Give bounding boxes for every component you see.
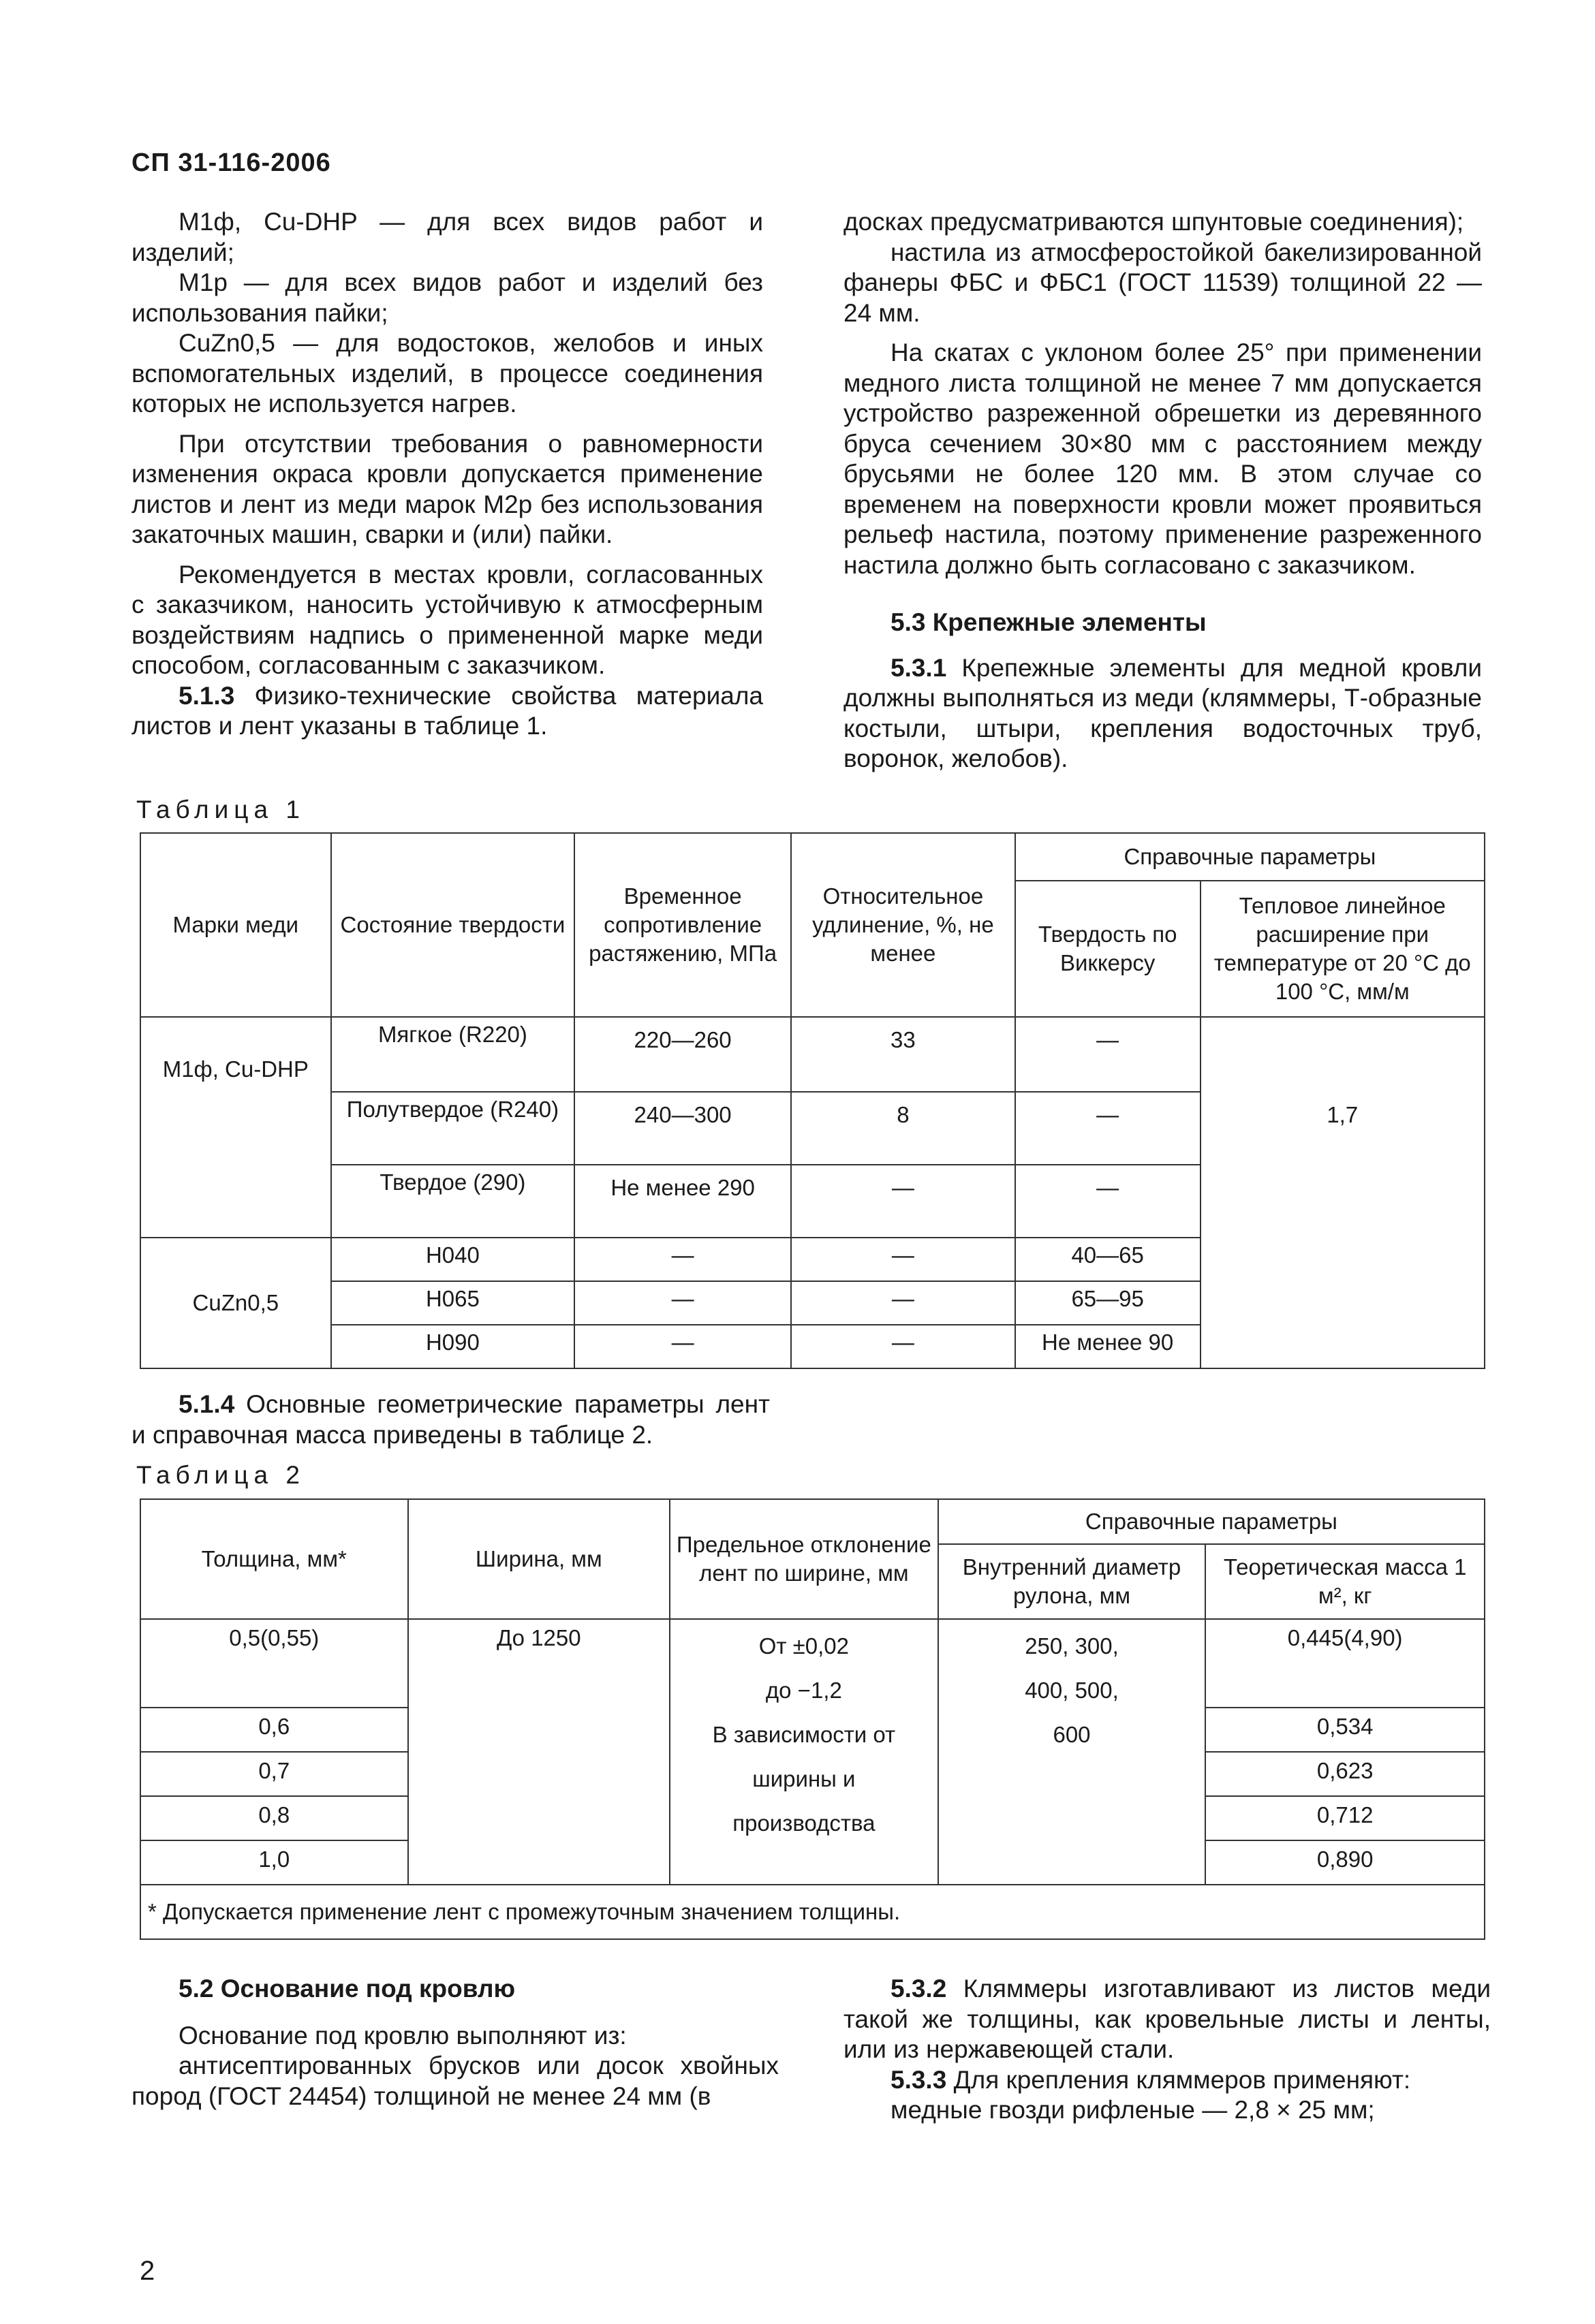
section-heading-5-2: 5.2 Основание под кровлю (179, 1975, 516, 2003)
cell: — (574, 1281, 791, 1325)
cell: 220—260 (574, 1017, 791, 1092)
header-vickers: Твердость по Виккерсу (1015, 881, 1201, 1017)
cell: 65—95 (1015, 1281, 1201, 1325)
paragraph: М1ф, Cu-DHP — для всех видов работ и изделий; (131, 208, 763, 266)
paragraph-5-3-3: 5.3.3 Для крепления кляммеров применяют: (891, 2065, 1411, 2094)
cell: — (1015, 1017, 1201, 1092)
clause-number: 5.3.2 (891, 1975, 947, 2003)
table-row (140, 1017, 1485, 1092)
paragraph: Рекомендуется в местах кровли, согласованных с заказчиком, наносить устойчивую к атмосферным воздействиям надпись о примененной марке меди способом, согласованным с заказчиком. (131, 560, 763, 679)
cell: 40—65 (1015, 1238, 1201, 1281)
cell: — (791, 1325, 1015, 1368)
cell: 0,534 (1205, 1708, 1485, 1752)
cell: Не менее 90 (1015, 1325, 1201, 1368)
cell: — (791, 1281, 1015, 1325)
cell: Полутвердое (R240) (331, 1092, 575, 1165)
cell: 0,445(4,90) (1205, 1619, 1485, 1708)
header-ref-params: Справочные параметры (938, 1499, 1485, 1544)
deviation-cell (670, 1619, 938, 1885)
deviation-line: От ±0,02 (758, 1633, 850, 1659)
cell: — (791, 1165, 1015, 1238)
clause-number: 5.3.1 (891, 653, 947, 682)
cell: 0,623 (1205, 1752, 1485, 1796)
left-column-top (131, 207, 763, 742)
table-row (140, 1619, 1485, 1708)
deviation-line: производства (732, 1810, 876, 1836)
deviation-line: В зависимости от (712, 1722, 896, 1747)
cell: — (574, 1238, 791, 1281)
cell: — (791, 1238, 1015, 1281)
header-deviation: Предельное отклонение лент по ширине, мм (670, 1499, 938, 1619)
header-thickness: Толщина, мм* (140, 1499, 408, 1619)
header-mass: Теоретическая масса 1 м², кг (1205, 1544, 1485, 1619)
diameter-line: 600 (1053, 1722, 1091, 1747)
section-heading-5-3: 5.3 Крепежные элементы (891, 608, 1207, 636)
cell: 0,890 (1205, 1840, 1485, 1885)
paragraph-5-1-4: 5.1.4 Основные геометрические параметры лент и справочная масса приведены в таблице 2. (131, 1390, 770, 1449)
cell: — (1015, 1092, 1201, 1165)
paragraph-5-3-1: 5.3.1 Крепежные элементы для медной кровли должны выполняться из меди (кляммеры, Т-образные костыли, штыри, крепления водосточных труб, воронок, желобов). (843, 653, 1482, 772)
deviation-line: до −1,2 (765, 1678, 842, 1703)
cell: 33 (791, 1017, 1015, 1092)
table-1 (140, 832, 1485, 1369)
cell: Твердое (290) (331, 1165, 575, 1238)
paragraph-5-3-2: 5.3.2 Кляммеры изготавливают из листов меди такой же толщины, как кровельные листы и ленты, или из нержавеющей стали. (843, 1975, 1491, 2063)
header-elongation: Относительное удлинение, %, не менее (791, 833, 1015, 1017)
header-inner-diameter: Внутренний диаметр рулона, мм (938, 1544, 1206, 1619)
diameter-line: 400, 500, (1025, 1678, 1119, 1703)
cell: Н040 (331, 1238, 575, 1281)
paragraph: На скатах с уклоном более 25° при применении медного листа толщиной не менее 7 мм допускается устройство разреженной обрешетки из деревянного бруса сечением 30×80 мм с расстоянием между брусьями не более 120 мм. В этом случае со временем на поверхности кровли может проявиться рельеф настила, поэтому применение разреженного настила должно быть согласовано с заказчиком. (843, 339, 1482, 579)
cell: Мягкое (R220) (331, 1017, 575, 1092)
header-tensile: Временное сопротивление растяжению, МПа (574, 833, 791, 1017)
header-thermal: Тепловое линейное расширение при температуре от 20 °С до 100 °С, мм/м (1201, 881, 1485, 1017)
cell: 0,6 (140, 1708, 408, 1752)
paragraph: При отсутствии требования о равномерности изменения окраса кровли допускается применение листов и лент из меди марок М2р без использования закаточных машин, сварки и (или) пайки. (131, 429, 763, 548)
left-column-middle (131, 1389, 770, 1450)
table-1-caption: Таблица 1 (136, 796, 305, 823)
inner-diameter-cell (938, 1619, 1206, 1885)
cell: — (1015, 1165, 1201, 1238)
table-2 (140, 1498, 1485, 1940)
paragraph: медные гвозди рифленые — 2,8 × 25 мм; (891, 2096, 1375, 2124)
paragraph: Основание под кровлю выполняют из: (179, 2021, 627, 2050)
thermal-value-cell: 1,7 (1201, 1017, 1485, 1368)
header-ref-params: Справочные параметры (1015, 833, 1485, 881)
clause-number: 5.1.4 (179, 1390, 235, 1418)
left-column-bottom (131, 1974, 779, 2111)
clause-number: 5.1.3 (179, 681, 235, 710)
document-header: СП 31-116-2006 (131, 148, 331, 177)
cell: 0,5(0,55) (140, 1619, 408, 1708)
grade-cell: М1ф, Cu-DHP (140, 1017, 331, 1238)
cell: 0,7 (140, 1752, 408, 1796)
diameter-line: 250, 300, (1025, 1633, 1119, 1659)
cell: 0,712 (1205, 1796, 1485, 1840)
header-width: Ширина, мм (408, 1499, 670, 1619)
cell: Не менее 290 (574, 1165, 791, 1238)
cell: 240—300 (574, 1092, 791, 1165)
right-column-bottom (843, 1974, 1491, 2126)
page-number: 2 (140, 2256, 155, 2286)
cell: 8 (791, 1092, 1015, 1165)
paragraph: настила из атмосферостойкой бакелизированной фанеры ФБС и ФБС1 (ГОСТ 11539) толщиной 22 — 24 мм. (843, 238, 1482, 327)
right-column-top (843, 207, 1482, 774)
cell: — (574, 1325, 791, 1368)
width-cell: До 1250 (408, 1619, 670, 1885)
paragraph-5-1-3: 5.1.3 Физико-технические свойства материала листов и лент указаны в таблице 1. (131, 681, 763, 740)
paragraph: досках предусматриваются шпунтовые соединения); (843, 208, 1464, 236)
cell: 1,0 (140, 1840, 408, 1885)
header-grade: Марки меди (140, 833, 331, 1017)
paragraph: антисептированных брусков или досок хвойных пород (ГОСТ 24454) толщиной не менее 24 мм (в (131, 2052, 779, 2110)
table-2-caption: Таблица 2 (136, 1461, 305, 1489)
cell: Н090 (331, 1325, 575, 1368)
table-footnote: * Допускается применение лент с промежуточным значением толщины. (140, 1885, 1485, 1939)
header-hardness-state: Состояние твердости (331, 833, 575, 1017)
cell: Н065 (331, 1281, 575, 1325)
clause-number: 5.3.3 (891, 2065, 947, 2094)
paragraph: М1р — для всех видов работ и изделий без использования пайки; (131, 268, 763, 327)
deviation-line: ширины и (752, 1766, 856, 1791)
paragraph: CuZn0,5 — для водостоков, желобов и иных вспомогательных изделий, в процессе соединения которых не используется нагрев. (131, 329, 763, 418)
grade-cell: CuZn0,5 (140, 1238, 331, 1368)
cell: 0,8 (140, 1796, 408, 1840)
